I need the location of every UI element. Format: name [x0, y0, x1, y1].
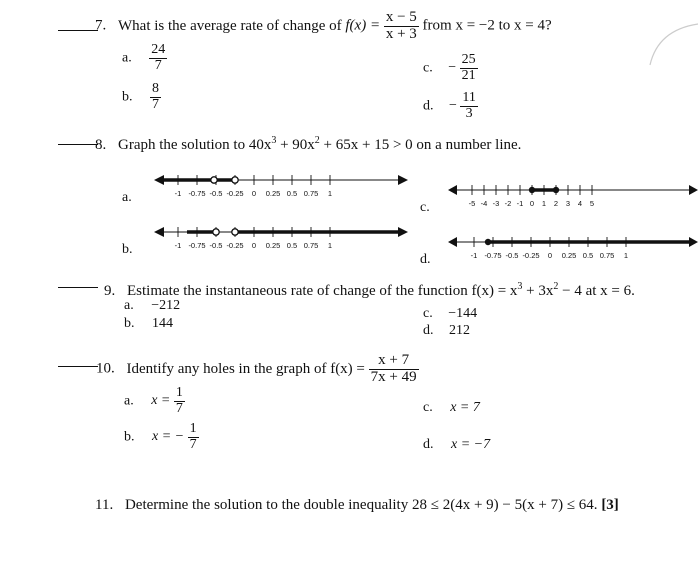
fraction-numerator: 24 [151, 42, 166, 57]
number-line-tick-label: -0.25 [522, 251, 540, 260]
fraction-numerator: 25 [461, 52, 476, 67]
number-line-tick-label: 0.5 [286, 189, 298, 198]
question-text-post: − 4 at x = 6. [558, 283, 635, 299]
option-lhs: x = [151, 393, 171, 409]
q7-option-b[interactable] [122, 82, 161, 112]
closed-circle [553, 187, 559, 193]
number-line-tick-label: -4 [480, 199, 488, 208]
fraction-numerator: 8 [152, 81, 159, 96]
q9-option-a[interactable] [124, 298, 180, 314]
q7-option-c[interactable] [423, 53, 478, 83]
number-line-tick-label: 0.25 [265, 189, 281, 198]
q8-option-a-label[interactable]: a. [122, 190, 132, 205]
number-line-tick-label: -5 [468, 199, 476, 208]
number-line-tick-label: 0.25 [561, 251, 577, 260]
exponent: 2 [314, 135, 320, 146]
open-circle [232, 177, 238, 183]
option-label: a. [124, 393, 134, 409]
q9-option-c[interactable] [423, 306, 477, 322]
option-label: c. [423, 306, 433, 321]
option-label: b. [124, 316, 135, 331]
number-line-tick-label: 0 [529, 199, 535, 208]
q8-option-d-label[interactable]: d. [420, 252, 431, 267]
number-line-tick-label: 0 [547, 251, 553, 260]
question-text: Determine the solution to the double inequality 28 ≤ 2(4x + 9) − 5(x + 7) ≤ 64. [124, 497, 598, 513]
option-fraction [149, 43, 167, 73]
question-10 [96, 353, 419, 386]
question-text-suffix: from x = −2 to x = 4? [422, 17, 552, 34]
number-line-tick-label: 0 [251, 189, 257, 198]
number-line-tick-label: -0.75 [188, 241, 206, 250]
question-text-post: + 65x + 15 > 0 on a number line. [319, 137, 522, 153]
function-fraction [369, 353, 419, 386]
option-value: −212 [151, 298, 181, 313]
option-label: a. [122, 50, 132, 66]
option-label: d. [423, 323, 434, 338]
option-sign: − [449, 98, 457, 114]
number-line-tick-label: 0.75 [303, 241, 319, 250]
q9-option-d[interactable] [423, 323, 470, 339]
arrow-left-icon [154, 227, 164, 237]
number-line-tick-label: 5 [589, 199, 595, 208]
function-lhs: f(x) = [345, 17, 381, 34]
number-line-tick-label: 0.75 [599, 251, 615, 260]
answer-blank-q7[interactable] [58, 30, 98, 31]
option-label: a. [124, 298, 134, 313]
number-line-tick-label: -1 [174, 189, 182, 198]
answer-blank-q8[interactable] [58, 144, 98, 145]
option-label: b. [124, 429, 135, 445]
question-text: Identify any holes in the graph of f(x) = [126, 360, 365, 377]
q10-option-c[interactable] [423, 400, 480, 416]
number-line-c[interactable] [448, 180, 698, 210]
q8-option-b-label[interactable]: b. [122, 242, 133, 257]
fraction-denominator: 7 [154, 57, 162, 73]
fraction-numerator: 11 [462, 90, 476, 105]
arrow-left-icon [448, 185, 457, 195]
q10-option-d[interactable] [423, 437, 490, 453]
paper-curl-mark [640, 20, 700, 70]
option-fraction [188, 422, 199, 452]
number-line-tick-label: -3 [492, 199, 500, 208]
number-line-tick-label: 0.75 [303, 189, 319, 198]
fraction-numerator: 1 [189, 421, 197, 436]
fraction-denominator: 3 [465, 105, 473, 121]
option-value: 144 [152, 316, 173, 331]
number-line-tick-label: 0 [251, 241, 257, 250]
arrow-right-icon [398, 175, 408, 185]
function-fraction [384, 10, 419, 43]
closed-circle [529, 187, 535, 193]
number-line-tick-label: -1 [516, 199, 524, 208]
arrow-right-icon [689, 185, 698, 195]
open-circle [211, 177, 217, 183]
exponent: 2 [553, 281, 559, 292]
answer-blank-q9[interactable] [58, 287, 98, 288]
question-text: What is the average rate of change of [118, 17, 342, 34]
fraction-denominator: 7 [152, 96, 159, 112]
question-text-mid: + 90x [276, 137, 315, 153]
option-value: x = 7 [450, 400, 480, 415]
number-line-tick-label: -0.5 [209, 241, 223, 250]
question-number: 8. [95, 137, 107, 153]
number-line-tick-label: 1 [541, 199, 547, 208]
closed-circle [485, 239, 491, 245]
question-number: 7. [95, 17, 107, 34]
option-value: x = −7 [451, 437, 491, 452]
fraction-numerator: 1 [175, 385, 183, 400]
open-circle [213, 229, 219, 235]
question-number: 9. [104, 283, 116, 299]
q10-option-b[interactable] [124, 422, 199, 452]
q7-option-d[interactable] [423, 91, 478, 121]
question-number: 11. [95, 497, 114, 513]
fraction-numerator: x + 7 [369, 353, 419, 370]
fraction-denominator: 7 [189, 436, 197, 452]
option-fraction [460, 53, 478, 83]
fraction-denominator: 7 [175, 400, 183, 416]
exponent: 3 [271, 135, 277, 146]
number-line-tick-label: 0.5 [582, 251, 594, 260]
option-label: d. [423, 437, 434, 452]
option-label: c. [423, 60, 433, 76]
question-number: 10. [96, 360, 115, 377]
fraction-denominator: x + 3 [385, 25, 417, 42]
number-line-tick-label: 4 [577, 199, 583, 208]
option-value: −144 [448, 306, 478, 321]
arrow-left-icon [448, 237, 457, 247]
marks-badge: [3] [601, 497, 619, 513]
option-fraction [150, 82, 161, 112]
question-7 [95, 10, 552, 43]
number-line-tick-label: -0.25 [226, 189, 244, 198]
number-line-tick-label: -1 [174, 241, 182, 250]
number-line-tick-label: -1 [470, 251, 478, 260]
option-value: 212 [449, 323, 470, 338]
option-label: b. [122, 89, 133, 105]
option-lhs: x = − [152, 429, 185, 445]
open-circle [232, 229, 238, 235]
number-line-tick-label: 3 [565, 199, 571, 208]
number-line-tick-label: 0.5 [286, 241, 298, 250]
number-line-tick-label: 1 [327, 241, 333, 250]
number-line-tick-label: 1 [327, 189, 333, 198]
number-line-a[interactable] [152, 170, 410, 200]
number-line-tick-label: -0.5 [209, 189, 223, 198]
question-text: Estimate the instantaneous rate of change of the function f(x) = x [127, 283, 518, 299]
option-label: c. [423, 400, 433, 415]
fraction-denominator: 21 [461, 67, 476, 83]
number-line-tick-label: -2 [504, 199, 512, 208]
number-line-tick-label: -0.75 [484, 251, 502, 260]
number-line-tick-label: 1 [623, 251, 629, 260]
question-8 [95, 135, 521, 154]
option-fraction [174, 386, 185, 416]
number-line-tick-label: -0.25 [226, 241, 244, 250]
question-text-mid: + 3x [522, 283, 554, 299]
option-fraction [460, 91, 477, 121]
q10-option-a[interactable] [124, 386, 185, 416]
number-line-b[interactable] [152, 222, 410, 252]
question-11 [95, 497, 619, 514]
number-line-tick-label: -0.75 [188, 189, 206, 198]
question-9 [104, 281, 635, 300]
option-label: d. [423, 98, 434, 114]
fraction-numerator: x − 5 [385, 9, 417, 25]
q7-option-a[interactable] [122, 43, 167, 73]
question-text: Graph the solution to 40x [118, 137, 272, 153]
fraction-denominator: 7x + 49 [370, 368, 417, 385]
number-line-d[interactable] [448, 232, 698, 262]
q8-option-c-label[interactable]: c. [420, 200, 430, 215]
answer-blank-q10[interactable] [58, 366, 98, 367]
exponent: 3 [517, 281, 523, 292]
number-line-tick-label: 0.25 [265, 241, 281, 250]
option-sign: − [448, 60, 457, 76]
number-line-tick-label: -0.5 [505, 251, 519, 260]
number-line-tick-label: 2 [553, 199, 559, 208]
q9-option-b[interactable] [124, 316, 173, 332]
